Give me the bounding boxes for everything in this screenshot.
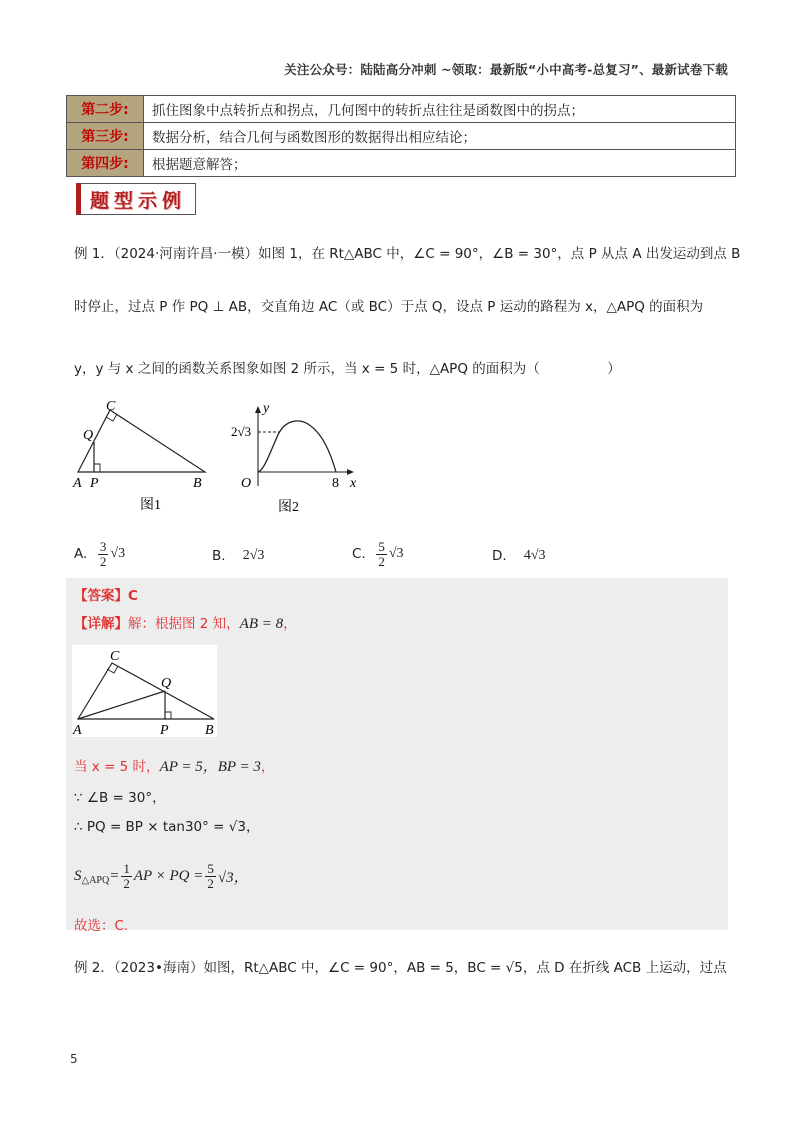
choice-letter: B. xyxy=(212,548,226,564)
step-label: 第三步: xyxy=(67,123,144,150)
detail-ab: AB = 8 xyxy=(239,616,284,632)
area-half: $\frac{1}{2}$ xyxy=(123,861,130,891)
sol-label-c: C xyxy=(110,649,120,664)
choice-c[interactable] xyxy=(352,540,404,568)
fig2-label-o: O xyxy=(241,476,252,491)
fig2-label-8: 8 xyxy=(332,476,339,491)
when-line: 当 x = 5 时，AP = 5，BP = 3， xyxy=(74,759,275,775)
therefore-line: ∴ PQ = BP × tan30° = √3， xyxy=(74,819,260,835)
choice-fraction: $\frac{3}{2}$ xyxy=(99,539,107,569)
when-values: AP = 5，BP = 3 xyxy=(159,759,261,775)
area-radical: √3， xyxy=(217,869,249,886)
step-text: 根据题意解答； xyxy=(144,150,736,177)
fig1-label-a: A xyxy=(73,476,82,491)
when-text: 当 x = 5 时， xyxy=(74,759,160,775)
fig1-label-q: Q xyxy=(83,428,94,443)
choice-radical: √3 xyxy=(388,546,404,562)
since-line: ∵ ∠B = 30°， xyxy=(74,790,166,806)
choice-d[interactable] xyxy=(492,548,546,564)
step-label: 第四步: xyxy=(67,150,144,177)
sol-label-q: Q xyxy=(161,676,172,691)
fig2-label-y: y xyxy=(263,401,270,416)
detail-tag: 【详解】 xyxy=(74,616,128,632)
choice-coef: 4 xyxy=(523,548,531,563)
area-subscript: △APQ xyxy=(81,874,110,886)
example1-line2: 时停止，过点 P 作 PQ ⊥ AB，交直角边 AC（或 BC）于点 Q，设点 P 运动的路程为 x，△APQ 的面积为 xyxy=(74,299,704,315)
choice-b[interactable] xyxy=(212,548,264,564)
sol-label-p: P xyxy=(160,723,169,737)
sol-label-a: A xyxy=(73,723,82,737)
fig1-label-c: C xyxy=(106,399,116,414)
step-text: 数据分析，结合几何与函数图形的数据得出相应结论； xyxy=(144,123,736,150)
choice-letter: C. xyxy=(352,546,366,563)
step-text: 抓住图象中点转折点和拐点，几何图中的转折点往往是函数图中的拐点； xyxy=(144,96,736,123)
detail-line: 【详解】解：根据图 2 知，AB = 8， xyxy=(74,616,297,632)
sol-label-b: B xyxy=(205,723,214,737)
step-label: 第二步: xyxy=(67,96,144,123)
choice-a[interactable] xyxy=(74,540,125,568)
area-result: $\frac{5}{2}$ xyxy=(207,861,214,891)
choice-coef: 2 xyxy=(242,548,250,563)
example1-line1: 例 1．（2024·河南许昌·一模）如图 1，在 Rt△ABC 中，∠C = 90°，∠B = 30°，点 P 从点 A 出发运动到点 B xyxy=(74,246,741,262)
fig2-caption: 图2 xyxy=(278,500,299,515)
answer-tag: 【答案】 xyxy=(74,588,128,604)
choice-radical: √3 xyxy=(249,548,265,563)
page-header: 关注公众号：陆陆高分冲刺 ~领取：最新版“小中高考-总复习”、最新试卷下载 xyxy=(284,62,728,77)
figure2-graph xyxy=(228,398,373,516)
choice-radical: √3 xyxy=(530,548,546,563)
fig2-label-x: x xyxy=(350,476,357,491)
fig1-label-p: P xyxy=(90,476,99,491)
page-number: 5 xyxy=(70,1052,78,1066)
choice-letter: D. xyxy=(492,548,507,564)
conclusion-line: 故选：C. xyxy=(74,918,129,934)
answer-value: C xyxy=(128,588,138,604)
fig1-caption: 图1 xyxy=(140,498,161,513)
fig2-label-peak: 2√3 xyxy=(231,424,252,439)
choice-fraction: $\frac{5}{2}$ xyxy=(378,539,385,569)
step-row xyxy=(67,96,736,123)
answer-choices xyxy=(74,540,734,580)
example1-line3: y，y 与 x 之间的函数关系图象如图 2 所示，当 x = 5 时，△APQ 的面积为（ ） xyxy=(74,361,621,377)
detail-intro: 解：根据图 2 知， xyxy=(128,616,240,632)
example2-line1: 例 2．（2023•海南）如图，Rt△ABC 中，∠C = 90°，AB = 5，BC = √5，点 D 在折线 ACB 上运动，过点 xyxy=(74,960,727,976)
choice-letter: A. xyxy=(74,546,88,563)
area-eq: = xyxy=(109,867,120,884)
fig1-label-b: B xyxy=(193,476,202,491)
section-banner: 题型示例 xyxy=(76,183,196,215)
area-line xyxy=(74,862,249,890)
choice-radical: √3 xyxy=(110,546,126,562)
solution-figure xyxy=(72,645,217,737)
step-row xyxy=(67,123,736,150)
figure1-triangle xyxy=(70,398,215,513)
answer-line xyxy=(74,584,138,604)
steps-table xyxy=(66,95,736,177)
step-row xyxy=(67,150,736,177)
area-mid: AP × PQ = xyxy=(133,867,204,884)
area-label: S xyxy=(74,867,82,884)
